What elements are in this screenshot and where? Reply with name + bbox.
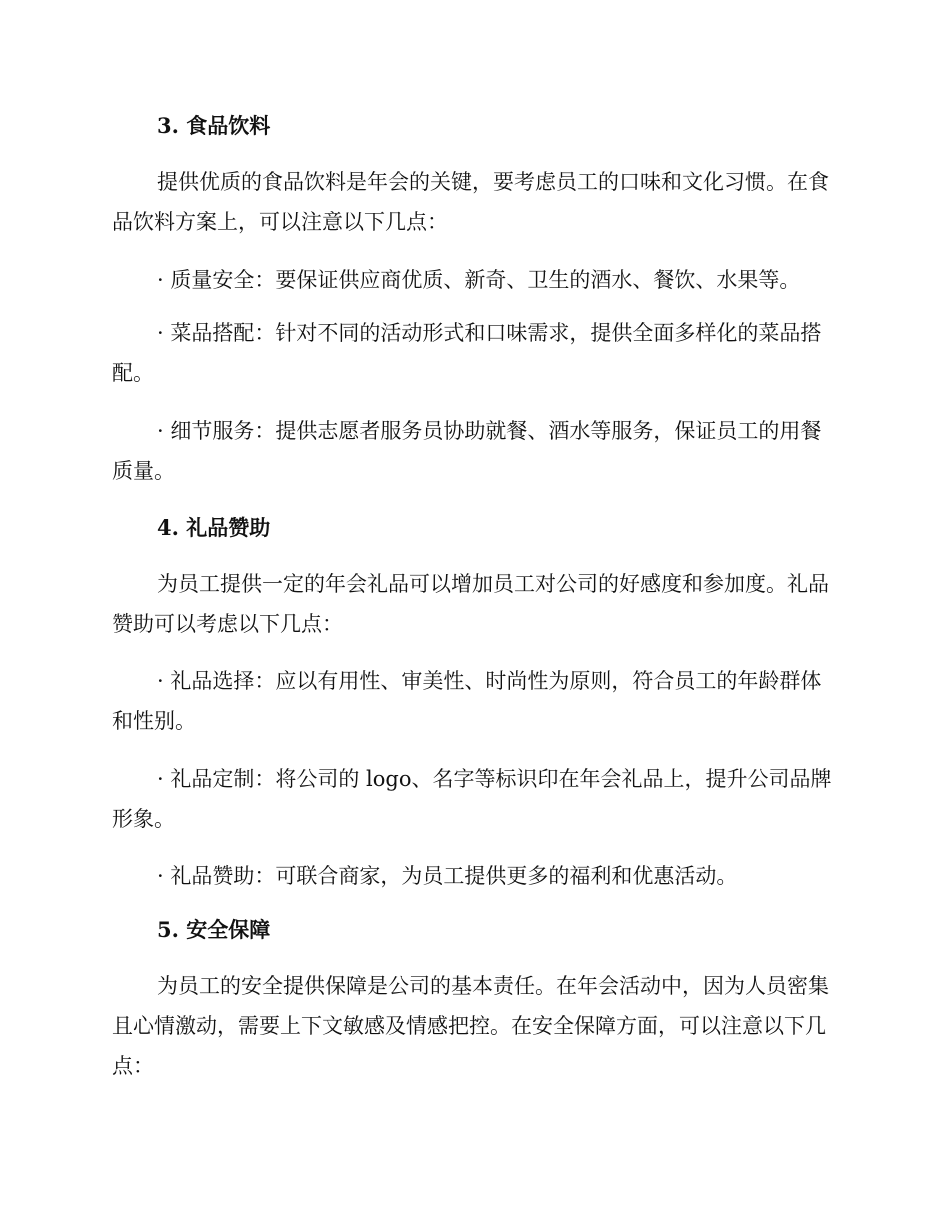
bullet-food-dishes: · 菜品搭配：针对不同的活动形式和口味需求，提供全面多样化的菜品搭配。: [112, 321, 822, 385]
bullet-gift-custom: · 礼品定制：将公司的 logo、名字等标识印在年会礼品上，提升公司品牌形象。: [112, 767, 832, 831]
paragraph-gifts-intro: 为员工提供一定的年会礼品可以增加员工对公司的好感度和参加度。礼品赞助可以考虑以下几点：: [112, 572, 829, 636]
paragraph-food-intro: 提供优质的食品饮料是年会的关键，要考虑员工的口味和文化习惯。在食品饮料方案上，可以注意以下几点：: [112, 170, 829, 234]
bullet-gift-sponsor: · 礼品赞助：可联合商家，为员工提供更多的福利和优惠活动。: [157, 864, 738, 888]
section-heading-safety: 5. 安全保障: [157, 917, 271, 942]
paragraph-safety-intro: 为员工的安全提供保障是公司的基本责任。在年会活动中，因为人员密集且心情激动，需要上下文敏感及情感把控。在安全保障方面，可以注意以下几点：: [112, 974, 829, 1078]
bullet-food-quality: · 质量安全：要保证供应商优质、新奇、卫生的酒水、餐饮、水果等。: [157, 268, 801, 292]
bullet-gift-selection: · 礼品选择：应以有用性、审美性、时尚性为原则，符合员工的年龄群体和性别。: [112, 669, 822, 733]
section-heading-gifts: 4. 礼品赞助: [157, 515, 271, 540]
bullet-food-service: · 细节服务：提供志愿者服务员协助就餐、酒水等服务，保证员工的用餐质量。: [112, 419, 822, 483]
section-heading-food: 3. 食品饮料: [157, 113, 271, 138]
